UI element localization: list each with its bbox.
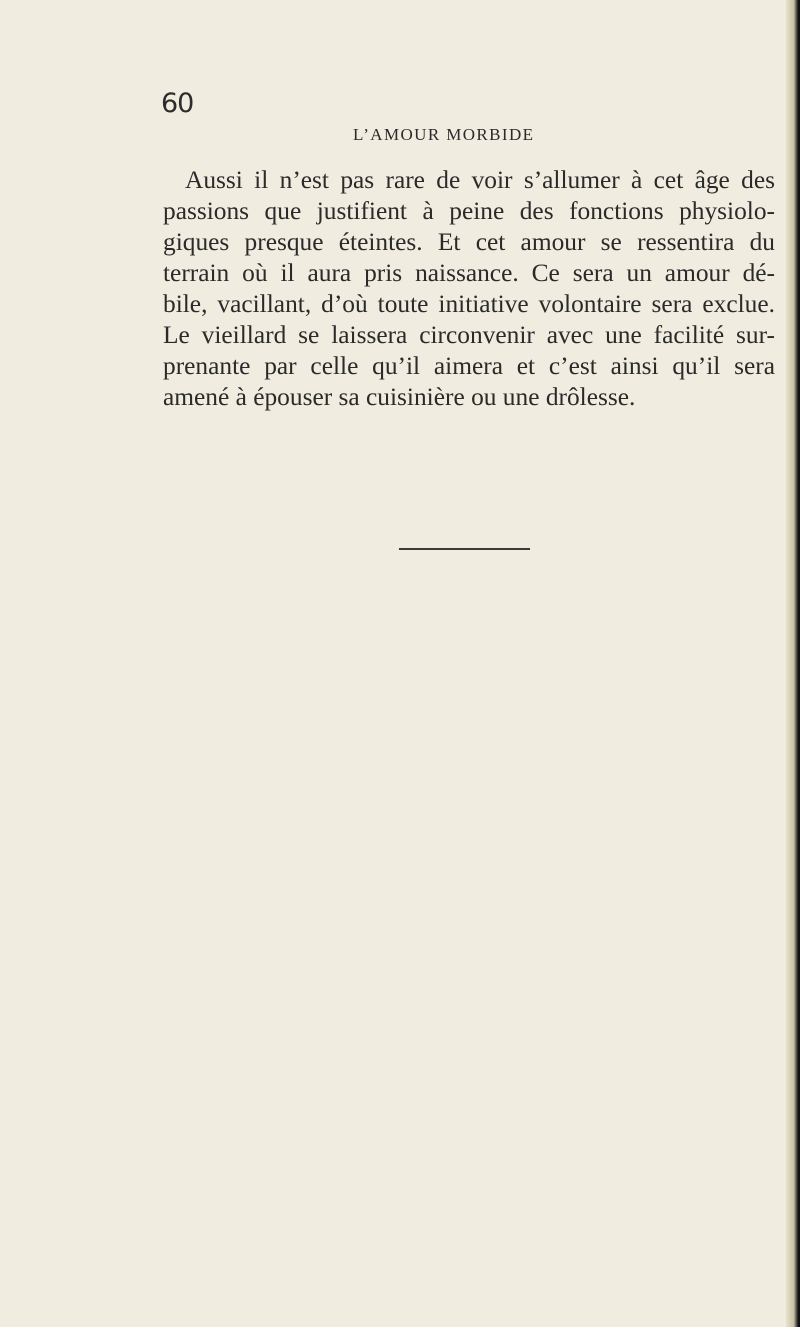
body-paragraph xyxy=(163,165,775,413)
text-line: Aussi il n’est pas rare de voir s’allumer à cet âge des xyxy=(185,166,775,194)
text-line: Le vieillard se laissera circonvenir avec une facilité sur- xyxy=(163,321,775,349)
running-head: L’AMOUR MORBIDE xyxy=(353,125,535,144)
page-number: 60 xyxy=(161,88,194,119)
section-end-rule xyxy=(399,548,530,550)
text-line: passions que justifient à peine des fonctions physiolo- xyxy=(163,197,775,225)
text-line: terrain où il aura pris naissance. Ce sera un amour dé- xyxy=(163,259,775,287)
text-line: bile, vacillant, d’où toute initiative volontaire sera exclue. xyxy=(163,290,775,318)
page-edge xyxy=(786,0,800,1327)
text-line: giques presque éteintes. Et cet amour se ressentira du xyxy=(163,228,775,256)
text-line: amené à épouser sa cuisinière ou une drôlesse. xyxy=(163,383,636,411)
text-line: prenante par celle qu’il aimera et c’est ainsi qu’il sera xyxy=(163,352,775,380)
